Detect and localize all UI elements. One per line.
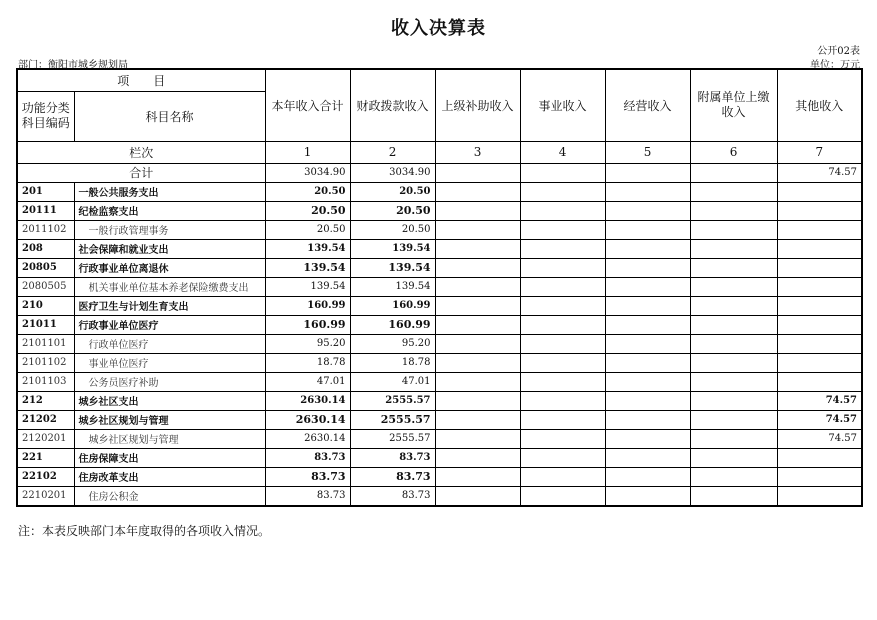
total-c6 <box>690 163 777 182</box>
header-col6: 附属单位上缴 收入 <box>690 69 777 141</box>
table-row <box>17 277 862 296</box>
total-c1: 3034.90 <box>265 163 350 182</box>
value-col4 <box>520 258 605 277</box>
footnote: 注：本表反映部门本年度取得的各项收入情况。 <box>18 524 271 538</box>
value-col5 <box>605 277 690 296</box>
value-col6 <box>690 372 777 391</box>
header-col7: 其他收入 <box>777 69 862 141</box>
value-col6 <box>690 296 777 315</box>
value-col1: 139.54 <box>265 277 350 296</box>
header-item: 项 目 <box>17 69 265 91</box>
subject-code: 2080505 <box>17 277 74 296</box>
form-code: 公开02表 <box>817 46 860 57</box>
subject-name: 一般公共服务支出 <box>74 182 265 201</box>
value-col2: 83.73 <box>350 467 435 486</box>
subject-name: 住房改革支出 <box>74 467 265 486</box>
header-col2: 财政拨款收入 <box>350 69 435 141</box>
value-col5 <box>605 429 690 448</box>
value-col6 <box>690 277 777 296</box>
subject-name: 行政单位医疗 <box>74 334 265 353</box>
value-col6 <box>690 448 777 467</box>
value-col4 <box>520 372 605 391</box>
subject-code: 2101102 <box>17 353 74 372</box>
header-col1: 本年收入合计 <box>265 69 350 141</box>
table-row <box>17 429 862 448</box>
value-col2: 160.99 <box>350 296 435 315</box>
header-func-code: 功能分类 科目编码 <box>17 91 74 141</box>
header-col3: 上级补助收入 <box>435 69 520 141</box>
subject-code: 2210201 <box>17 486 74 506</box>
value-col5 <box>605 486 690 506</box>
subject-code: 221 <box>17 448 74 467</box>
page-title: 收入决算表 <box>391 18 486 39</box>
value-col7: 74.57 <box>777 410 862 429</box>
value-col3 <box>435 486 520 506</box>
value-col4 <box>520 334 605 353</box>
value-col6 <box>690 429 777 448</box>
value-col5 <box>605 448 690 467</box>
value-col2: 139.54 <box>350 239 435 258</box>
value-col3 <box>435 220 520 239</box>
value-col7 <box>777 315 862 334</box>
value-col1: 20.50 <box>265 182 350 201</box>
total-c2: 3034.90 <box>350 163 435 182</box>
table-row <box>17 334 862 353</box>
value-col5 <box>605 296 690 315</box>
value-col7 <box>777 182 862 201</box>
value-col6 <box>690 258 777 277</box>
value-col6 <box>690 391 777 410</box>
value-col4 <box>520 182 605 201</box>
value-col1: 2630.14 <box>265 391 350 410</box>
value-col6 <box>690 467 777 486</box>
unit-label: 单位：万元 <box>810 60 860 71</box>
total-label: 合计 <box>17 163 265 182</box>
value-col4 <box>520 296 605 315</box>
value-col4 <box>520 391 605 410</box>
subject-code: 22102 <box>17 467 74 486</box>
value-col4 <box>520 201 605 220</box>
value-col2: 18.78 <box>350 353 435 372</box>
value-col4 <box>520 239 605 258</box>
header-subject-name: 科目名称 <box>74 91 265 141</box>
value-col4 <box>520 410 605 429</box>
subject-code: 21202 <box>17 410 74 429</box>
value-col1: 83.73 <box>265 486 350 506</box>
value-col2: 95.20 <box>350 334 435 353</box>
subject-name: 城乡社区规划与管理 <box>74 410 265 429</box>
subject-name: 社会保障和就业支出 <box>74 239 265 258</box>
value-col1: 2630.14 <box>265 410 350 429</box>
value-col5 <box>605 467 690 486</box>
value-col1: 83.73 <box>265 448 350 467</box>
value-col1: 139.54 <box>265 258 350 277</box>
value-col3 <box>435 239 520 258</box>
subject-name: 医疗卫生与计划生育支出 <box>74 296 265 315</box>
value-col3 <box>435 258 520 277</box>
value-col3 <box>435 201 520 220</box>
value-col4 <box>520 353 605 372</box>
value-col3 <box>435 448 520 467</box>
value-col5 <box>605 353 690 372</box>
subject-name: 住房公积金 <box>74 486 265 506</box>
value-col2: 47.01 <box>350 372 435 391</box>
value-col1: 95.20 <box>265 334 350 353</box>
value-col5 <box>605 372 690 391</box>
subject-code: 2120201 <box>17 429 74 448</box>
value-col3 <box>435 391 520 410</box>
value-col6 <box>690 486 777 506</box>
value-col7 <box>777 220 862 239</box>
value-col7 <box>777 448 862 467</box>
value-col2: 2555.57 <box>350 410 435 429</box>
value-col3 <box>435 277 520 296</box>
subject-code: 210 <box>17 296 74 315</box>
table-row <box>17 372 862 391</box>
value-col3 <box>435 353 520 372</box>
table-row <box>17 467 862 486</box>
value-col7: 74.57 <box>777 429 862 448</box>
value-col2: 83.73 <box>350 448 435 467</box>
value-col6 <box>690 315 777 334</box>
value-col2: 139.54 <box>350 258 435 277</box>
value-col4 <box>520 467 605 486</box>
value-col3 <box>435 296 520 315</box>
subject-code: 20111 <box>17 201 74 220</box>
subject-name: 城乡社区规划与管理 <box>74 429 265 448</box>
table-row <box>17 315 862 334</box>
value-col2: 2555.57 <box>350 429 435 448</box>
value-col2: 139.54 <box>350 277 435 296</box>
value-col2: 20.50 <box>350 201 435 220</box>
total-c7: 74.57 <box>777 163 862 182</box>
subject-code: 21011 <box>17 315 74 334</box>
subject-name: 机关事业单位基本养老保险缴费支出 <box>74 277 265 296</box>
value-col5 <box>605 391 690 410</box>
table-row <box>17 296 862 315</box>
value-col7 <box>777 296 862 315</box>
value-col6 <box>690 239 777 258</box>
value-col3 <box>435 467 520 486</box>
table-row <box>17 353 862 372</box>
value-col4 <box>520 486 605 506</box>
value-col3 <box>435 334 520 353</box>
total-row <box>17 163 862 182</box>
table-row <box>17 410 862 429</box>
idx-7: 7 <box>777 141 862 163</box>
value-col2: 160.99 <box>350 315 435 334</box>
header-col4: 事业收入 <box>520 69 605 141</box>
total-c5 <box>605 163 690 182</box>
value-col6 <box>690 182 777 201</box>
idx-3: 3 <box>435 141 520 163</box>
table-row <box>17 391 862 410</box>
value-col5 <box>605 201 690 220</box>
value-col7 <box>777 353 862 372</box>
value-col3 <box>435 182 520 201</box>
value-col1: 20.50 <box>265 220 350 239</box>
value-col4 <box>520 429 605 448</box>
value-col7 <box>777 258 862 277</box>
value-col4 <box>520 220 605 239</box>
value-col1: 20.50 <box>265 201 350 220</box>
value-col5 <box>605 334 690 353</box>
subject-name: 行政事业单位医疗 <box>74 315 265 334</box>
value-col3 <box>435 429 520 448</box>
table-row <box>17 258 862 277</box>
value-col1: 18.78 <box>265 353 350 372</box>
value-col7 <box>777 334 862 353</box>
value-col6 <box>690 220 777 239</box>
table-body <box>17 182 862 506</box>
value-col6 <box>690 410 777 429</box>
header-col5: 经营收入 <box>605 69 690 141</box>
subject-name: 城乡社区支出 <box>74 391 265 410</box>
subject-code: 201 <box>17 182 74 201</box>
value-col1: 83.73 <box>265 467 350 486</box>
value-col1: 160.99 <box>265 296 350 315</box>
table-row <box>17 239 862 258</box>
value-col7: 74.57 <box>777 391 862 410</box>
idx-6: 6 <box>690 141 777 163</box>
table-row <box>17 448 862 467</box>
subject-name: 公务员医疗补助 <box>74 372 265 391</box>
value-col2: 83.73 <box>350 486 435 506</box>
subject-name: 事业单位医疗 <box>74 353 265 372</box>
subject-code: 2101101 <box>17 334 74 353</box>
value-col7 <box>777 486 862 506</box>
value-col7 <box>777 467 862 486</box>
value-col2: 20.50 <box>350 220 435 239</box>
value-col3 <box>435 315 520 334</box>
value-col7 <box>777 372 862 391</box>
value-col1: 2630.14 <box>265 429 350 448</box>
value-col4 <box>520 448 605 467</box>
value-col3 <box>435 410 520 429</box>
value-col6 <box>690 353 777 372</box>
value-col5 <box>605 315 690 334</box>
subject-name: 一般行政管理事务 <box>74 220 265 239</box>
value-col1: 47.01 <box>265 372 350 391</box>
subject-name: 住房保障支出 <box>74 448 265 467</box>
table-row <box>17 201 862 220</box>
table-row <box>17 220 862 239</box>
value-col4 <box>520 277 605 296</box>
table-row <box>17 182 862 201</box>
value-col7 <box>777 201 862 220</box>
row-index-label: 栏次 <box>17 141 265 163</box>
total-c3 <box>435 163 520 182</box>
subject-code: 212 <box>17 391 74 410</box>
value-col5 <box>605 182 690 201</box>
total-c4 <box>520 163 605 182</box>
value-col1: 160.99 <box>265 315 350 334</box>
value-col4 <box>520 315 605 334</box>
department-label: 部门：衡阳市城乡规划局 <box>18 60 128 71</box>
subject-name: 行政事业单位离退休 <box>74 258 265 277</box>
value-col5 <box>605 220 690 239</box>
value-col5 <box>605 410 690 429</box>
value-col7 <box>777 277 862 296</box>
idx-2: 2 <box>350 141 435 163</box>
idx-5: 5 <box>605 141 690 163</box>
idx-4: 4 <box>520 141 605 163</box>
value-col6 <box>690 334 777 353</box>
value-col2: 2555.57 <box>350 391 435 410</box>
value-col1: 139.54 <box>265 239 350 258</box>
subject-code: 2101103 <box>17 372 74 391</box>
value-col7 <box>777 239 862 258</box>
subject-code: 2011102 <box>17 220 74 239</box>
idx-1: 1 <box>265 141 350 163</box>
value-col5 <box>605 258 690 277</box>
value-col3 <box>435 372 520 391</box>
subject-code: 20805 <box>17 258 74 277</box>
value-col5 <box>605 239 690 258</box>
subject-code: 208 <box>17 239 74 258</box>
value-col2: 20.50 <box>350 182 435 201</box>
subject-name: 纪检监察支出 <box>74 201 265 220</box>
income-table <box>16 68 863 507</box>
table-row <box>17 486 862 506</box>
value-col6 <box>690 201 777 220</box>
